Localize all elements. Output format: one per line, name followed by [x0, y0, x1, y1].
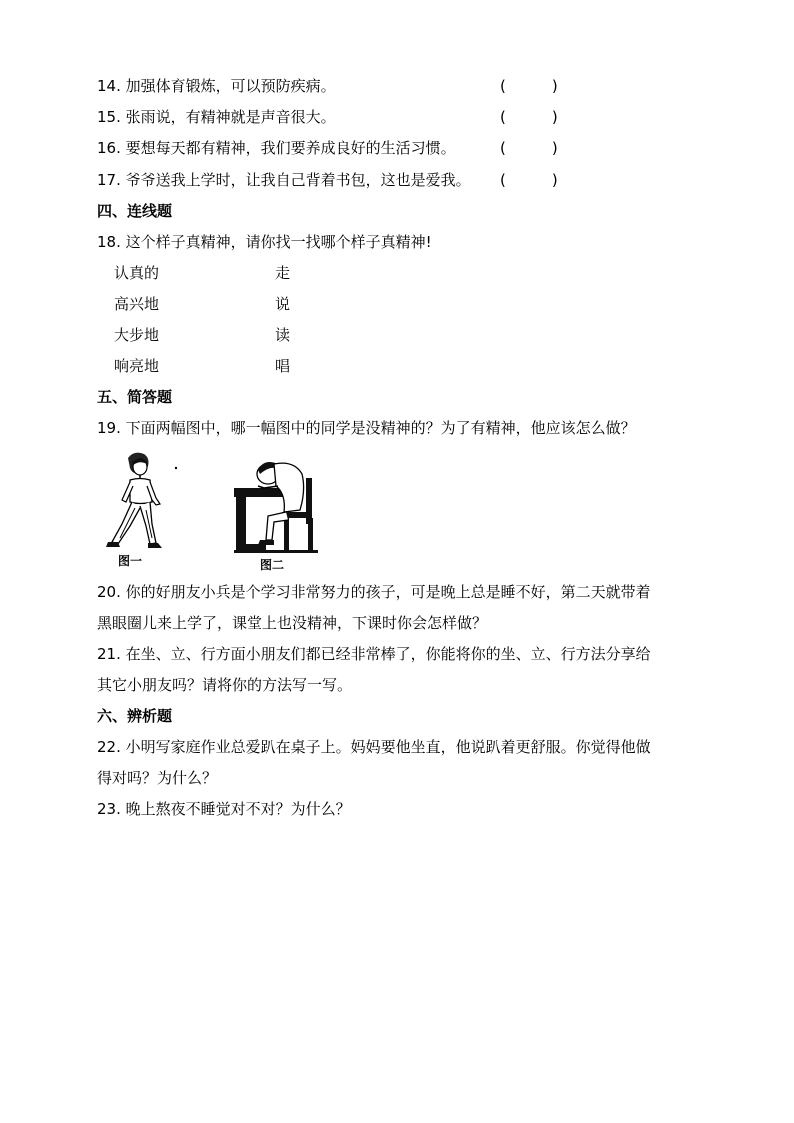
answer-paren-14[interactable]: [500, 76, 558, 96]
slouching-student-illustration: [228, 450, 324, 556]
section-heading-short-answer: 五、简答题: [97, 388, 173, 406]
paren-open: (: [500, 171, 506, 189]
question-20-line-1: 20. 你的好朋友小兵是个学习非常努力的孩子，可是晚上总是睡不好，第二天就带着: [97, 583, 651, 601]
match-left-item[interactable]: 大步地: [114, 326, 160, 344]
question-19: 19. 下面两幅图中，哪一幅图中的同学是没精神的？为了有精神，他应该怎么做？: [97, 419, 636, 437]
figure-1-caption: 图一: [118, 554, 143, 568]
question-17: 17. 爷爷送我上学时，让我自己背着书包，这也是爱我。: [97, 171, 471, 189]
walking-student-illustration: [100, 450, 180, 552]
match-right-item[interactable]: 唱: [275, 357, 291, 375]
answer-paren-16[interactable]: [500, 138, 558, 158]
match-right-item[interactable]: 说: [275, 295, 291, 313]
match-right-item[interactable]: 读: [275, 326, 291, 344]
match-right-item[interactable]: 走: [275, 264, 291, 282]
question-23: 23. 晚上熬夜不睡觉对不对？为什么？: [97, 800, 351, 818]
question-16: 16. 要想每天都有精神，我们要养成良好的生活习惯。: [97, 139, 456, 157]
question-21-line-2: 其它小朋友吗？请将你的方法写一写。: [97, 676, 353, 694]
question-22-line-1: 22. 小明写家庭作业总爱趴在桌子上。妈妈要他坐直，他说趴着更舒服。你觉得他做: [97, 738, 651, 756]
question-20-line-2: 黑眼圈儿来上学了，课堂上也没精神，下课时你会怎样做？: [97, 614, 488, 632]
paren-open: (: [500, 77, 506, 95]
question-14: 14. 加强体育锻炼，可以预防疾病。: [97, 77, 336, 95]
paren-close: ): [551, 77, 558, 95]
paren-open: (: [500, 108, 506, 126]
paren-close: ): [551, 108, 558, 126]
figure-2-caption: 图二: [260, 558, 285, 572]
paren-close: ): [551, 139, 558, 157]
paren-open: (: [500, 139, 506, 157]
match-left-item[interactable]: 高兴地: [114, 295, 160, 313]
match-left-item[interactable]: 认真的: [114, 264, 160, 282]
answer-paren-15[interactable]: [500, 107, 558, 127]
section-heading-analysis: 六、辨析题: [97, 707, 173, 725]
match-left-item[interactable]: 响亮地: [114, 357, 160, 375]
question-22-line-2: 得对吗？为什么？: [97, 769, 218, 787]
section-heading-matching: 四、连线题: [97, 202, 173, 220]
question-15: 15. 张雨说，有精神就是声音很大。: [97, 108, 336, 126]
answer-paren-17[interactable]: [500, 170, 558, 190]
question-18: 18. 这个样子真精神，请你找一找哪个样子真精神!: [97, 233, 432, 251]
question-21-line-1: 21. 在坐、立、行方面小朋友们都已经非常棒了，你能将你的坐、立、行方法分享给: [97, 645, 651, 663]
paren-close: ): [551, 171, 558, 189]
